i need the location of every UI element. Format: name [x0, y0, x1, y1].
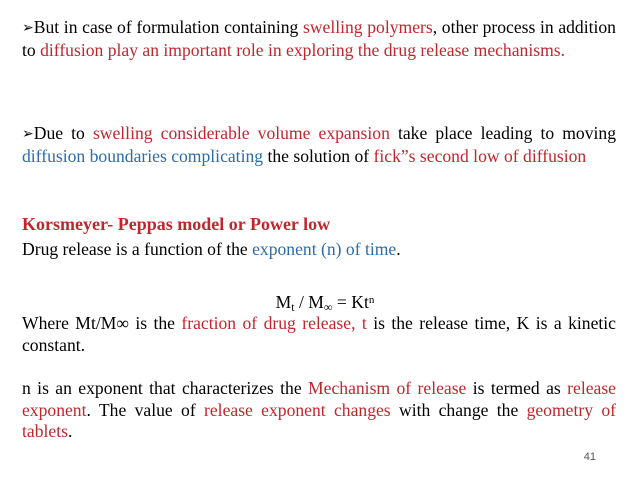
bullet2-text-2: take place leading to moving	[389, 123, 617, 143]
where-paragraph	[22, 313, 616, 356]
exponent-paragraph	[22, 378, 616, 443]
line1-highlight-exponent: exponent (n) of time	[252, 239, 397, 259]
bullet1-text-2: , other process in addition to	[22, 17, 616, 60]
page-number: 41	[583, 451, 596, 463]
formula-sub-t: t	[291, 300, 295, 314]
formula-equals: = Kt	[332, 292, 369, 312]
bullet1-highlight-swelling: swelling polymers	[302, 17, 433, 37]
power-law-formula	[0, 292, 638, 315]
formula-m: M	[275, 292, 292, 312]
para2-text-2: is the release time, K is a kinetic constant.	[22, 313, 616, 355]
line1-text-2: .	[396, 239, 401, 259]
bullet2-text-3: the solution	[263, 145, 355, 166]
para2-highlight-fraction: fraction of drug release, t	[181, 313, 367, 333]
para3-text-2: is termed as	[466, 378, 568, 398]
drug-release-line	[22, 239, 401, 260]
bullet2-text-4: of	[354, 145, 374, 166]
bullet-arrow-icon: ➢	[22, 20, 34, 36]
formula-divide: / M	[294, 292, 324, 312]
para3-text-3: . The value of	[86, 399, 205, 420]
para3-text-5: .	[67, 421, 73, 441]
bullet1-highlight-diffusion: diffusion play an important role in exploring the drug release mechanisms.	[40, 39, 566, 60]
line1-text-1: Drug release is a function of the	[22, 239, 253, 259]
bullet2-highlight-diffusion-boundaries: diffusion boundaries complicating	[22, 145, 264, 166]
formula-sup-n: n	[368, 294, 375, 306]
bullet2-text-1: Due to	[33, 123, 93, 143]
bullet-volume-expansion	[22, 123, 616, 167]
para3-highlight-release-exponent: release exponent	[22, 378, 616, 420]
para2-text-1: Where Mt/M∞ is the	[22, 313, 182, 333]
bullet-swelling-polymers	[22, 17, 616, 61]
bullet2-highlight-fick: fick”s second low of diffusion	[373, 145, 587, 166]
para3-highlight-geometry: geometry of tablets	[22, 399, 617, 441]
para3-highlight-mechanism: Mechanism of release	[308, 378, 467, 398]
bullet1-text-1: But in case of formulation containing	[33, 17, 303, 37]
formula-sub-inf: ∞	[323, 300, 333, 314]
para3-highlight-changes: release exponent changes	[204, 399, 391, 420]
section-heading: Korsmeyer- Peppas model or Power low	[22, 214, 331, 234]
para3-text-4: with change the	[390, 399, 527, 420]
bullet-arrow-icon: ➢	[22, 126, 34, 142]
para3-text-1: n is an exponent that characterizes the	[22, 378, 309, 398]
bullet2-highlight-swelling: swelling considerable volume expansion	[92, 123, 390, 143]
